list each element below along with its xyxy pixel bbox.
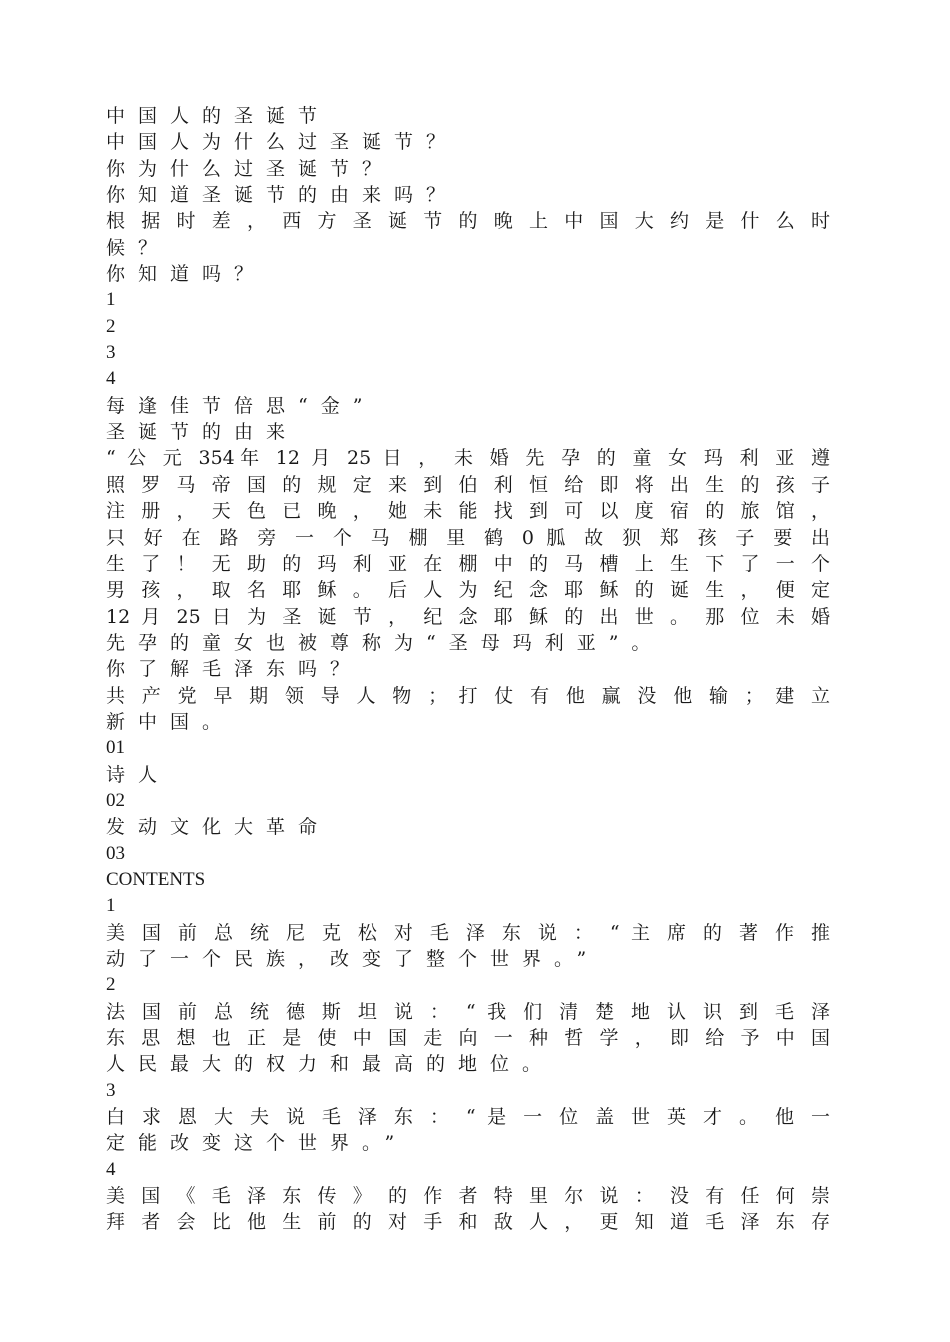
text-line: 美 国 前 总 统 尼 克 松 对 毛 泽 东 说 ： “ 主 席 的 著 作 推 [106, 921, 830, 944]
text-line: 照 罗 马 帝 国 的 规 定 来 到 伯 利 恒 给 即 将 出 生 的 孩 子 [106, 473, 830, 496]
text-line: 中国人的圣诞节 [106, 105, 331, 127]
text-line: 你知道圣诞节的由来吗？ [106, 184, 459, 207]
text-line: 男 孩 ， 取 名 耶 稣 。 后 人 为 纪 念 耶 稣 的 诞 生 ， 便 定 [106, 579, 830, 602]
text-line: 2 [106, 315, 116, 337]
text-line: 候？ [106, 236, 171, 259]
text-line: 12 月 25 日 为 圣 诞 节 ， 纪 念 耶 稣 的 出 世 。 那 位 未 婚 [106, 605, 830, 628]
document-body [106, 103, 830, 1236]
text-line: 法 国 前 总 统 德 斯 坦 说 ： “ 我 们 清 楚 地 认 识 到 毛 泽 [106, 1000, 830, 1023]
text-line: 你了解毛泽东吗？ [106, 658, 363, 681]
text-line: 根 据 时 差 ， 西 方 圣 诞 节 的 晚 上 中 国 大 约 是 什 么 时 [106, 210, 830, 233]
text-line: 注 册 ， 天 色 已 晚 ， 她 未 能 找 到 可 以 度 宿 的 旅 馆 ， [106, 500, 830, 523]
text-line: 生 了 ！ 无 助 的 玛 利 亚 在 棚 中 的 马 槽 上 生 下 了 一 个 [106, 552, 830, 575]
text-line: 白 求 恩 大 夫 说 毛 泽 东 ： “ 是 一 位 盖 世 英 才 。 他 一 [106, 1106, 830, 1129]
text-line: 定能改变这个世界。” [106, 1132, 408, 1155]
text-line: “ 公 元 354年 12 月 25 日 ， 未 婚 先 孕 的 童 女 玛 利 亚 遵 [106, 447, 830, 470]
text-line: 1 [106, 289, 116, 311]
text-line: 动了一个民族，改变了整个世界。” [106, 948, 600, 970]
text-line: 你为什么过圣诞节？ [106, 157, 395, 180]
text-line: 共 产 党 早 期 领 导 人 物 ； 打 仗 有 他 赢 没 他 输 ； 建 立 [106, 684, 830, 707]
text-line: 只 好 在 路 旁 一 个 马 棚 里 鹤 0 胍 故 狈 郑 孩 子 要 出 [106, 526, 830, 549]
text-line: 2 [106, 974, 116, 996]
text-line: 拜 者 会 比 他 生 前 的 对 手 和 敌 人 ， 更 知 道 毛 泽 东 存 [106, 1211, 830, 1234]
text-line: 东 思 想 也 正 是 使 中 国 走 向 一 种 哲 学 ， 即 给 予 中 国 [106, 1027, 830, 1050]
text-line: 诗人 [106, 763, 171, 786]
text-line: 发动文化大革命 [106, 816, 331, 839]
text-line: 01 [106, 737, 125, 759]
text-line: 你知道吗？ [106, 263, 267, 286]
text-line: 4 [106, 368, 116, 390]
text-line: CONTENTS [106, 868, 206, 890]
text-line: 美 国 《 毛 泽 东 传 》 的 作 者 特 里 尔 说 ： 没 有 任 何 崇 [106, 1185, 830, 1208]
text-line: 每逢佳节倍思“金” [106, 394, 376, 417]
text-line: 3 [106, 1079, 116, 1101]
text-line: 3 [106, 342, 116, 364]
text-line: 4 [106, 1158, 116, 1180]
text-line: 新中国。 [106, 710, 235, 733]
text-line: 03 [106, 842, 125, 864]
text-line: 人民最大的权力和最高的地位。 [106, 1053, 555, 1076]
text-line: 圣诞节的由来 [106, 421, 299, 444]
text-line: 02 [106, 789, 125, 811]
text-line: 先孕的童女也被尊称为“圣母玛利亚”。 [106, 631, 664, 654]
text-line: 1 [106, 895, 116, 917]
text-line: 中国人为什么过圣诞节？ [106, 131, 459, 154]
